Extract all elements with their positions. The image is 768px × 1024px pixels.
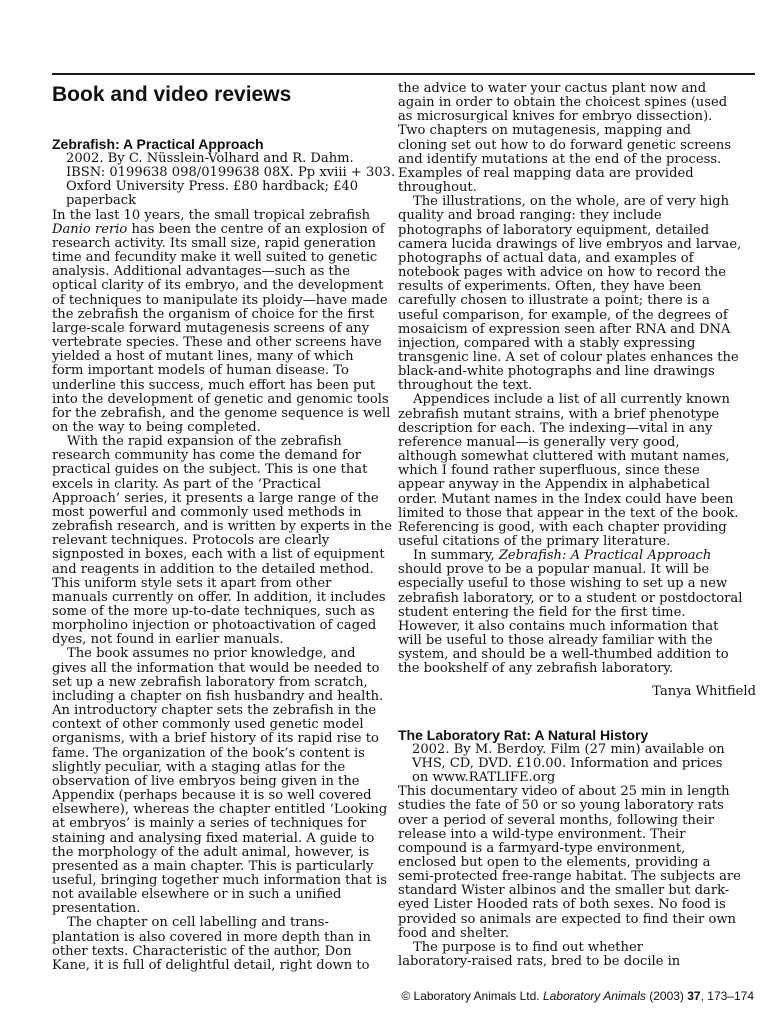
- text-line: gives all the information that would be needed to: [52, 660, 380, 676]
- text-line: injection, compared with a stably expressing: [398, 335, 696, 351]
- text-line: With the rapid expansion of the zebrafish: [67, 434, 342, 450]
- text-line: camera lucida drawings of live embryos and larvae,: [398, 236, 742, 252]
- text-line: time and fecundity make it well suited to genetic: [52, 250, 378, 266]
- line-group: [398, 82, 756, 195]
- text-fragment: In summary,: [413, 548, 499, 564]
- right-column: [398, 82, 756, 969]
- page-footer: [401, 989, 754, 1003]
- header-rule: [52, 73, 755, 75]
- text-line: although somewhat cluttered with mutant names,: [398, 449, 730, 465]
- text-line: carefully chosen to illustrate a point; there is a: [398, 293, 710, 309]
- text-line: [52, 221, 385, 237]
- text-line: relevant techniques. Protocols are clearly: [52, 533, 330, 549]
- text-line: enclosed but open to the elements, providing a: [398, 854, 711, 870]
- text-line: morpholino injection or photoactivation of caged: [52, 618, 377, 634]
- text-line: student entering the field for the first time.: [398, 604, 686, 620]
- text-line: The purpose is to find out whether: [413, 939, 643, 955]
- text-line: notebook pages with advice on how to record the: [398, 265, 726, 281]
- text-line: the morphology of the adult animal, however, is: [52, 844, 370, 860]
- text-line: some of the more up-to-date techniques, such as: [52, 604, 375, 619]
- text-line: of techniques to manipulate its ploidy—have made: [52, 292, 388, 308]
- text-line: appear anyway in the Appendix in alphabetical: [398, 477, 710, 493]
- text-line: presented as a main chapter. This is particularly: [52, 858, 374, 874]
- text-line: most powerful and commonly used methods in: [52, 504, 362, 520]
- text-line: cloning set out how to do forward genetic screens: [398, 137, 732, 153]
- text-line: mosaicism of expression seen after RNA and DNA: [398, 321, 731, 337]
- paragraph: [398, 393, 756, 549]
- review-title: The Laboratory Rat: A Natural History: [398, 726, 649, 743]
- journal-pages: , 173–174: [700, 989, 754, 1003]
- line-group: [398, 393, 756, 549]
- text-line: at embryos’ is mainly a series of techniques for: [52, 816, 367, 832]
- text-line: including a chapter on fish husbandry and health.: [52, 688, 384, 704]
- line-group: [398, 941, 756, 969]
- text-line: vertebrate species. These and other screens have: [52, 335, 382, 351]
- text-line: This uniform style sets it apart from other: [52, 575, 332, 591]
- text-line: Kane, it is full of delightful detail, right down to: [52, 957, 370, 973]
- line-group: [52, 235, 391, 435]
- text-line: Examples of real mapping data are provided: [398, 165, 694, 181]
- text-line: slightly peculiar, with a staging atlas for the: [52, 759, 346, 775]
- text-fragment: has been the centre of an explosion of: [127, 221, 385, 237]
- text-line: eyed Lister Hooded rats of both sexes. No food is: [398, 897, 726, 913]
- text-line: studies the fate of 50 or so young laboratory rats: [398, 798, 724, 814]
- text-line: into the development of genetic and genomic tools: [52, 391, 389, 407]
- bibliographic-info: [398, 743, 756, 785]
- biblio-line: 2002. By C. Nüsslein-Volhard and R. Dahm.: [66, 151, 354, 166]
- text-line: However, it also contains much information that: [398, 618, 719, 634]
- line-group: [52, 646, 388, 917]
- text-line: useful, bringing together much information that is: [52, 872, 388, 888]
- text-line: Approach’ series, it presents a large range of the: [52, 490, 379, 506]
- text-line: Appendix (perhaps because it is so well covered: [52, 788, 372, 804]
- bibliographic-info: [52, 151, 396, 209]
- text-line: context of other commonly used genetic model: [52, 717, 364, 733]
- text-line: [398, 549, 756, 563]
- text-line: photographs of actual data, and examples of: [398, 250, 694, 266]
- paragraph: [398, 195, 756, 393]
- text-line: will be useful to those already familiar with the: [398, 633, 713, 649]
- line-group: [398, 785, 756, 941]
- journal-name: Laboratory Animals: [542, 989, 646, 1003]
- text-line: plantation is also covered in more depth than in: [52, 929, 371, 945]
- text-line: presentation.: [52, 901, 141, 917]
- line-group: [52, 434, 392, 648]
- text-line: large-scale forward mutagenesis screens of any: [52, 320, 370, 336]
- text-line: again in order to obtain the choicest spines (used: [398, 95, 728, 111]
- text-line: photographs of laboratory equipment, detailed: [398, 222, 710, 238]
- text-line: transgenic line. A set of colour plates enhances the: [398, 349, 739, 365]
- biblio-line: 2002. By M. Berdoy. Film (27 min) available on: [412, 741, 725, 757]
- biblio-line: paperback: [66, 193, 137, 209]
- text-line: Referencing is good, with each chapter providing: [398, 519, 727, 535]
- left-column: [52, 82, 396, 973]
- text-line: especially useful to those wishing to set up a new: [398, 576, 728, 592]
- text-line: the bookshelf of any zebrafish laboratory.: [398, 661, 674, 677]
- paragraph: [398, 941, 756, 969]
- text-line: throughout the text.: [398, 378, 533, 394]
- biblio-line: Oxford University Press. £80 hardback; £40: [66, 179, 359, 195]
- reviewer-name: Tanya Whitfield: [652, 683, 756, 699]
- section-heading: Book and video reviews: [52, 83, 292, 106]
- text-line: optical clarity of its embryo, and the development: [52, 278, 384, 294]
- text-line: staining and analysing fixed material. A guide to: [52, 830, 375, 846]
- text-line: fame. The organization of the book’s content is: [52, 745, 365, 761]
- text-line: This documentary video of about 25 min in length: [398, 784, 730, 800]
- text-line: yielded a host of mutant lines, many of which: [52, 349, 354, 365]
- text-line: research community has come the demand for: [52, 448, 361, 464]
- text-line: and identify mutations at the end of the process.: [398, 151, 722, 167]
- paragraph: [398, 549, 756, 676]
- text-line: set up a new zebrafish laboratory from scratch,: [52, 674, 368, 690]
- review-title: Zebrafish: A Practical Approach: [52, 136, 264, 152]
- text-line: An introductory chapter sets the zebrafish in the: [52, 703, 377, 719]
- line-group: [52, 916, 382, 973]
- text-line: zebrafish mutant strains, with a brief phenotype: [398, 406, 720, 422]
- text-line: standard Wister albinos and the smaller but dark-: [398, 883, 730, 899]
- text-line: for the zebrafish, and the genome sequence is well: [52, 405, 391, 421]
- text-line: compound is a farmyard-type environment,: [398, 840, 686, 856]
- text-line: research activity. Its small size, rapid generation: [52, 235, 376, 251]
- line-group: [398, 563, 756, 676]
- text-line: the advice to water your cactus plant now and: [398, 81, 707, 96]
- paragraph: [398, 785, 756, 941]
- text-line: excels in clarity. As part of the ‘Practical: [52, 476, 321, 492]
- species-name: Danio rerio: [52, 221, 128, 237]
- text-line: and reagents in addition to the detailed method.: [52, 561, 374, 577]
- book-title-ref: Zebrafish: A Practical Approach: [498, 548, 712, 564]
- paragraph: [52, 646, 388, 917]
- publisher-name: Laboratory Animals Ltd.: [413, 989, 540, 1003]
- text-line: semi-protected free-range habitat. The subjects are: [398, 869, 741, 885]
- text-line: which I found rather superfluous, since these: [398, 463, 700, 479]
- paragraph: [52, 207, 391, 436]
- text-line: Appendices include a list of all currently known: [413, 392, 730, 408]
- text-line: elsewhere), whereas the chapter entitled ‘Looking: [52, 802, 388, 818]
- text-line: over a period of several months, following their: [398, 812, 715, 828]
- text-line: The book assumes no prior knowledge, and: [67, 646, 356, 662]
- paragraph: [52, 916, 382, 973]
- biblio-line: VHS, CD, DVD. £10.00. Information and prices: [412, 755, 723, 771]
- text-line: practical guides on the subject. This is one that: [52, 462, 368, 478]
- text-line: Two chapters on mutagenesis, mapping and: [398, 123, 692, 139]
- text-line: other texts. Characteristic of the author, Don: [52, 943, 352, 959]
- text-line: In the last 10 years, the small tropical zebrafish: [52, 207, 371, 223]
- text-line: black-and-white photographs and line drawings: [398, 364, 715, 380]
- text-line: description for each. The indexing—vital in any: [398, 420, 713, 436]
- text-line: useful citations of the primary literature.: [398, 534, 671, 549]
- text-line: form important models of human disease. To: [52, 363, 349, 379]
- text-line: The illustrations, on the whole, are of very high: [413, 194, 730, 210]
- text-line: underline this success, much effort has been put: [52, 377, 376, 393]
- text-line: limited to those that appear in the text of the book.: [398, 505, 739, 521]
- text-line: reference manual—is generally very good,: [398, 434, 680, 450]
- journal-volume: 37: [687, 989, 701, 1003]
- text-line: on the way to being completed.: [52, 419, 261, 435]
- text-line: zebrafish laboratory, or to a student or postdoctoral: [398, 590, 743, 606]
- biblio-line: on www.RATLIFE.org: [412, 770, 556, 786]
- paragraph-continued: [398, 82, 756, 195]
- text-line: the zebrafish the organism of choice for the first: [52, 306, 375, 322]
- text-line: system, and should be a well-thumbed addition to: [398, 647, 729, 663]
- text-line: signposted in boxes, each with a list of equipment: [52, 547, 385, 563]
- text-line: useful comparison, for example, of the degrees of: [398, 307, 728, 323]
- text-line: release into a wild-type environment. Their: [398, 826, 686, 842]
- text-line: food and shelter.: [398, 925, 510, 941]
- text-line: throughout.: [398, 180, 477, 196]
- text-line: observation of live embryos being given in the: [52, 773, 360, 789]
- journal-year: (2003): [649, 989, 684, 1003]
- text-line: zebrafish research, and is written by experts in the: [52, 519, 392, 535]
- text-line: provided so animals are expected to find their own: [398, 911, 736, 927]
- text-line: analysis. Additional advantages—such as the: [52, 264, 350, 280]
- line-group: [398, 195, 756, 393]
- text-line: organisms, with a brief history of its rapid rise to: [52, 731, 379, 747]
- text-line: manuals currently on offer. In addition, it includes: [52, 589, 386, 605]
- paragraph: [52, 434, 392, 648]
- text-line: not available elsewhere or in such a unified: [52, 887, 342, 903]
- text-line: laboratory-raised rats, bred to be docile in: [398, 954, 681, 970]
- text-line: results of experiments. Often, they have been: [398, 279, 702, 295]
- biblio-line: IBSN: 0199638 098/0199638 08X. Pp xviii + 303.: [66, 165, 396, 181]
- text-line: should prove to be a popular manual. It will be: [398, 562, 710, 578]
- text-line: as microsurgical knives for embryo dissection).: [398, 109, 713, 125]
- text-line: quality and broad ranging: they include: [398, 208, 662, 224]
- text-line: order. Mutant names in the Index could have been: [398, 491, 734, 507]
- text-line: dyes, not found in earlier manuals.: [52, 632, 284, 648]
- copyright-icon: ©: [401, 989, 411, 1003]
- text-line: The chapter on cell labelling and trans-: [67, 915, 329, 931]
